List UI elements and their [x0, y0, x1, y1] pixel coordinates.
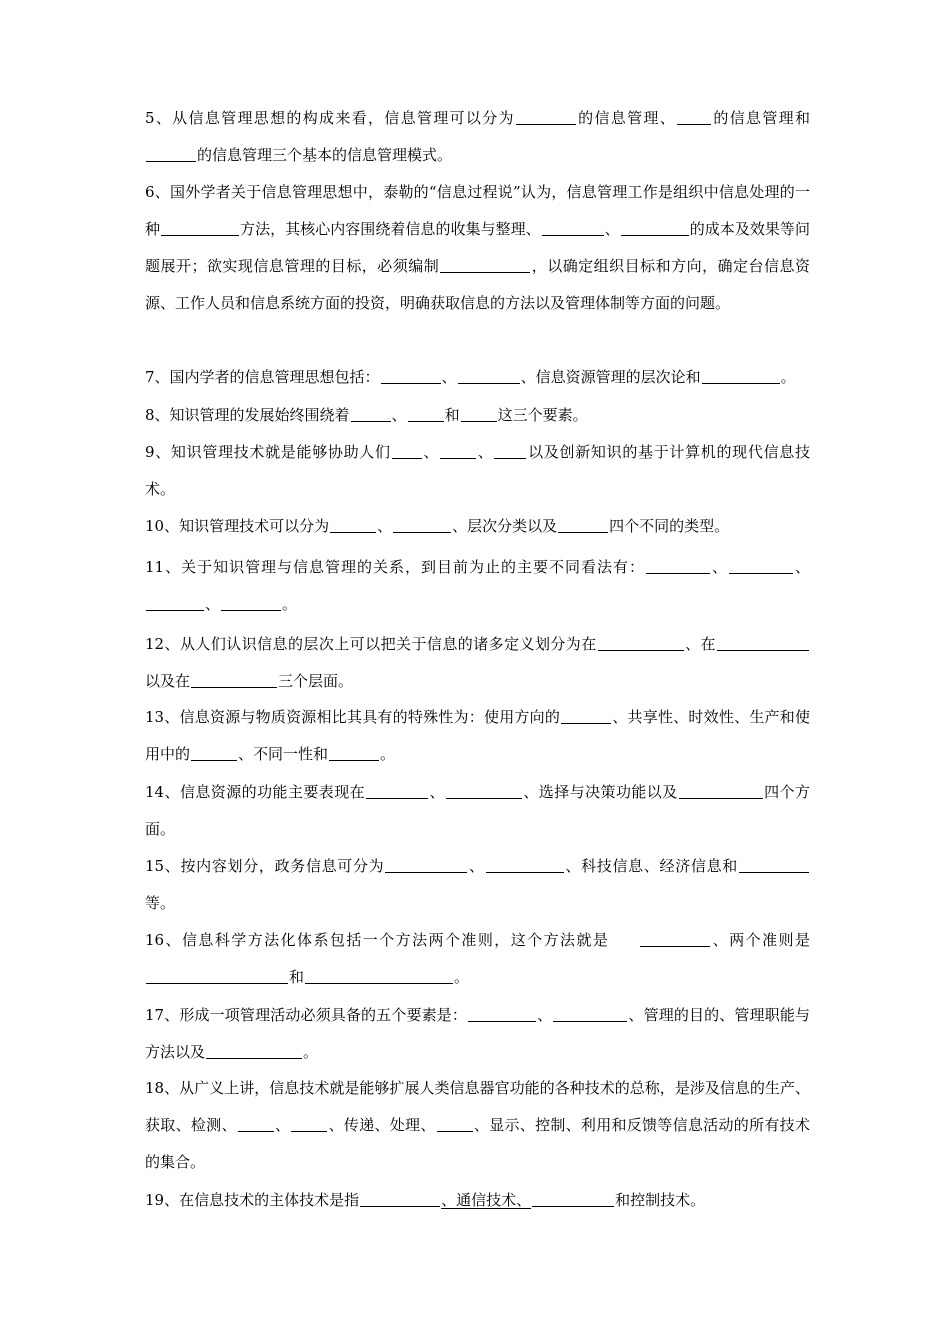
answer-blank[interactable] [161, 220, 239, 236]
question-14: 14、信息资源的功能主要表现在 、 、选择与决策功能以及 四个方面。 [145, 783, 810, 838]
question-7: 7、国内学者的信息管理思想包括： 、 、信息资源管理的层次论和 。 [145, 368, 796, 386]
answer-blank[interactable] [729, 558, 793, 574]
answer-blank[interactable] [446, 783, 522, 799]
answer-blank[interactable] [408, 406, 444, 422]
question-12: 12、从人们认识信息的层次上可以把关于信息的诸多定义划分为在 、在以及在 三个层面。 [145, 626, 810, 700]
answer-blank[interactable] [461, 406, 497, 422]
answer-blank[interactable] [221, 595, 281, 611]
question-8: 8、知识管理的发展始终围绕着 、 和 这三个要素。 [145, 406, 588, 424]
answer-blank[interactable] [146, 968, 288, 984]
answer-blank[interactable] [621, 220, 689, 236]
answer-blank[interactable] [679, 783, 763, 799]
answer-blank[interactable] [291, 1116, 327, 1132]
answer-blank[interactable] [739, 857, 809, 873]
answer-blank[interactable] [542, 220, 604, 236]
answer-blank[interactable] [360, 1191, 440, 1207]
answer-blank[interactable] [677, 109, 711, 125]
answer-blank[interactable] [440, 443, 476, 459]
answer-blank[interactable] [146, 595, 204, 611]
answer-blank[interactable] [516, 109, 576, 125]
answer-blank[interactable] [238, 1116, 274, 1132]
question-17: 17、形成一项管理活动必须具备的五个要素是： 、 、管理的目的、管理职能与方法以及 。 [145, 1006, 810, 1061]
question-10: 10、知识管理技术可以分为 、 、层次分类以及 四个不同的类型。 [145, 517, 730, 535]
answer-blank[interactable] [598, 635, 684, 651]
answer-blank[interactable] [440, 257, 530, 273]
answer-blank[interactable] [329, 745, 379, 761]
answer-blank[interactable] [381, 368, 441, 384]
answer-blank[interactable] [305, 968, 453, 984]
question-5: 5、从信息管理思想的构成来看，信息管理可以分为 的信息管理、 的信息管理和的信息管理三个基本的信息管理模式。 [145, 109, 810, 164]
question-13: 13、信息资源与物质资源相比其具有的特殊性为：使用方向的 、共享性、时效性、生产和使用中的 、不同一性和 。 [145, 708, 810, 763]
answer-blank[interactable] [393, 517, 451, 533]
question-11: 11、关于知识管理与信息管理的关系，到目前为止的主要不同看法有： 、 、、 。 [145, 558, 810, 613]
answer-blank[interactable] [385, 857, 467, 873]
answer-blank[interactable] [392, 443, 422, 459]
answer-blank[interactable] [351, 406, 391, 422]
answer-blank[interactable] [640, 931, 710, 947]
answer-blank[interactable] [468, 1006, 536, 1022]
answer-blank[interactable] [458, 368, 520, 384]
question-16: 16、信息科学方法化体系包括一个方法两个准则，这个方法就是 、两个准则是和 。 [145, 931, 810, 986]
answer-blank[interactable] [191, 672, 277, 688]
question-9: 9、知识管理技术就是能够协助人们 、 、 以及创新知识的基于计算机的现代信息技术。 [145, 443, 810, 498]
question-19: 19、在信息技术的主体技术是指 、通信技术、 和控制技术。 [145, 1191, 706, 1209]
answer-blank[interactable] [366, 783, 428, 799]
answer-blank[interactable] [646, 558, 710, 574]
answer-blank[interactable] [561, 708, 611, 724]
answer-blank[interactable] [553, 1006, 627, 1022]
answer-blank[interactable] [486, 857, 564, 873]
question-18: 18、从广义上讲，信息技术就是能够扩展人类信息器官功能的各种技术的总称，是涉及信息的生产、获取、检测、 、 、传递、处理、 、显示、控制、利用和反馈等信息活动的所有技术的集合。 [145, 1079, 810, 1171]
answer-blank[interactable] [717, 635, 809, 651]
question-6: 6、国外学者关于信息管理思想中，泰勒的“信息过程说”认为，信息管理工作是组织中信息处理的一种 方法，其核心内容围绕着信息的收集与整理、 、 的成本及效果等问题展开；欲实现信息管理的目标，必须编制 ，以确定组织目标和方向，确定台信息资源、工作人员和信息系统方面的投资，明确获取信息的方法以及管理体制等方面的问题。 [145, 183, 810, 312]
answer-blank[interactable] [437, 1116, 473, 1132]
answer-blank[interactable] [146, 146, 196, 162]
question-15: 15、按内容划分，政务信息可分为 、 、科技信息、经济信息和等。 [145, 848, 810, 922]
answer-blank[interactable] [702, 368, 780, 384]
answer-blank[interactable] [532, 1191, 614, 1207]
answer-blank[interactable] [558, 517, 608, 533]
answer-blank[interactable] [206, 1043, 302, 1059]
answer-blank[interactable] [191, 745, 237, 761]
answer-blank[interactable] [330, 517, 376, 533]
answer-blank[interactable] [494, 443, 526, 459]
